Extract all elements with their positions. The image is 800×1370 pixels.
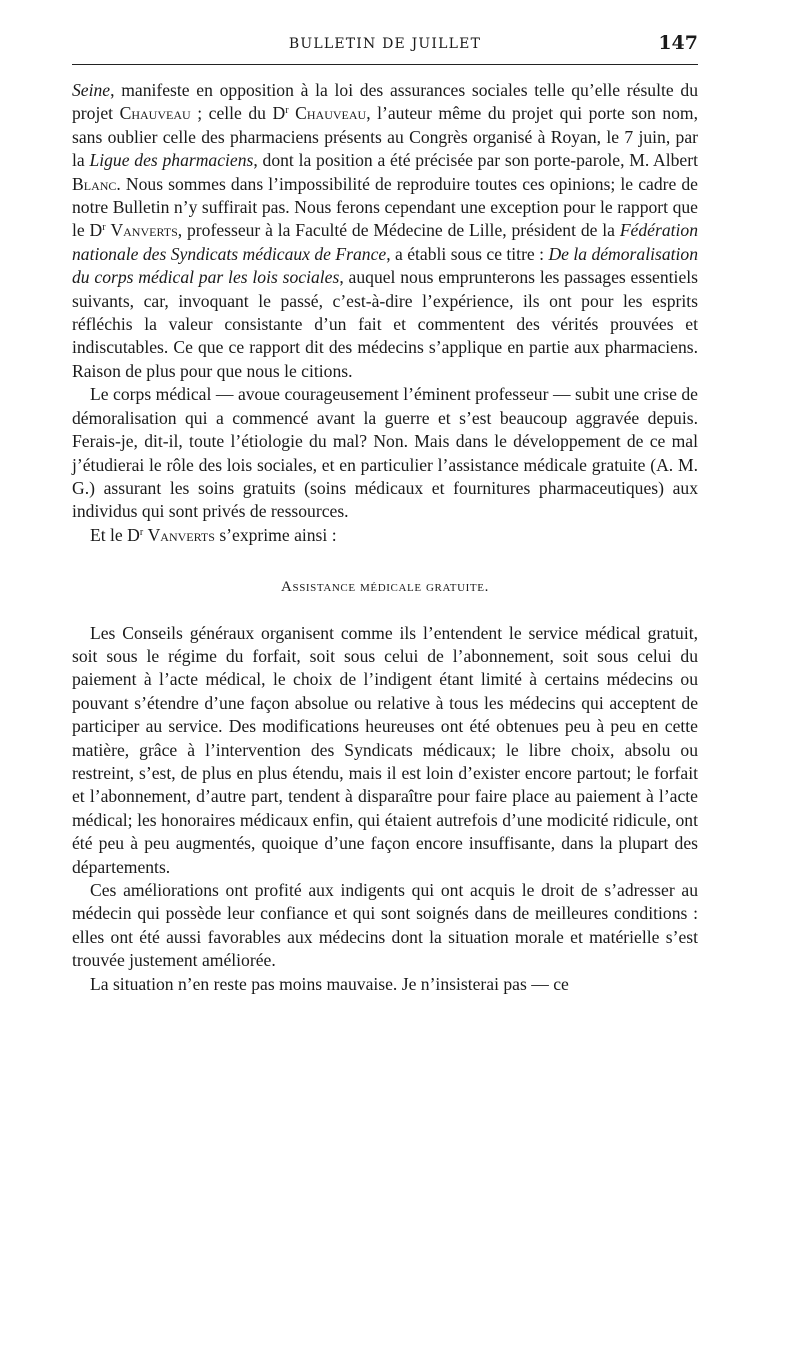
paragraph-5: Ces améliorations ont profité aux indigents qui ont acquis le droit de s’adresser au médecin qui possède leur confiance et qui sont soignés dans de meilleures conditions : elles ont été aussi favorables aux médecins dont la situation morale et matérielle s’est trouvée justement améliorée. [72, 880, 698, 971]
text-run: s’exprime ainsi : [214, 524, 337, 545]
running-title: BULLETIN DE JUILLET [288, 36, 482, 52]
text-run: ; celle du D [190, 103, 286, 124]
paragraph-3 [72, 524, 698, 547]
page-number: 147 [658, 32, 698, 54]
superscript: r [139, 526, 144, 538]
author-name: Chauveau [119, 103, 191, 124]
text-run: , professeur à la Faculté de Médecine de Lille, président de la [177, 220, 620, 241]
author-name: Vanverts [110, 220, 178, 241]
paragraph-4: Les Conseils généraux organisent comme ils l’entendent le service médical gratuit, soit sous le régime du forfait, soit sous celui de l’abonnement, soit sous celui du paiement à l’acte médical, le choix de l’indigent étant limité à certains médecins ou pouvant s’étendre d’une façon absolue ou relative à tous les médecins qui acceptent de participer au service. Des modifications heureuses ont été obtenues peu à peu en cette matière, grâce à l’intervention des Syndicats médicaux; le libre choix, absolu ou restreint, s’est, de plus en plus étendu, mais il est loin d’exister encore partout; le forfait et l’abonnement, d’autre part, tendent à disparaître pour faire place au paiement à l’acte médical; les honoraires médicaux enfin, qui étaient autrefois d’une modicité ridicule, ont été peu à peu augmentés, quoique d’une façon encore insuffisante, dans la plupart des départements. [72, 622, 698, 877]
text-run: , manifeste en opposition à la loi des assurances sociales telle qu’elle résulte du projet [72, 80, 698, 124]
emphasis-text: Seine [72, 80, 111, 100]
running-head [72, 30, 698, 64]
page [72, 30, 698, 996]
author-name: Vanverts [147, 524, 215, 545]
header-rule [72, 64, 698, 65]
paragraph-6: La situation n’en reste pas moins mauvaise. Je n’insisterai pas — ce [90, 973, 569, 994]
text-run: . Nous sommes dans l’impossibilité de reproduire toutes ces opinions; le cadre de notre Bulletin n’y suffirait pas. Nous ferons cependant une exception pour le rapport que le D [72, 173, 698, 241]
text-run: , l’auteur même du projet qui porte son nom, sans oublier celle des pharmaciens présents au Congrès organisé à Royan, le 7 juin, par la [72, 103, 699, 171]
emphasis-text: Ligue des pharmaciens [89, 150, 254, 171]
text-run: Et le D [90, 524, 140, 545]
superscript: r [285, 105, 289, 117]
paragraph-1 [72, 79, 698, 383]
text-run: , auquel nous emprunterons les passages essentiels suivants, car, invoquant le passé, c’est-à-dire l’expérience, ils ont pour les esprits réfléchis la valeur consistante d’un fait et commentent des vérités prouvées et indiscutables. Ce que ce rapport dit des médecins s’applique en partie aux pharmaciens. Raison de plus pour que nous le citions. [72, 267, 698, 381]
paragraph-2: Le corps médical — avoue courageusement l’éminent professeur — subit une crise de démoralisation qui a commencé avant la guerre et s’est beaucoup aggravée depuis. Ferais-je, dit-il, toute l’étiologie du mal? Non. Mais dans le développement de ce mal j’étudierai le rôle des lois sociales, et en particulier l’assistance médicale gratuite (A. M. G.) assurant les soins gratuits (soins médicaux et fournitures pharmaceutiques) aux individus qui sont privés de ressources. [72, 384, 698, 522]
emphasis-text: De la démoralisation du corps médical par les lois sociales [72, 243, 698, 288]
emphasis-text: Fédération nationale des Syndicats médicaux de France [72, 220, 698, 264]
text-run: , dont la position a été précisée par son porte-parole, M. Albert [253, 150, 698, 171]
article-body [72, 79, 698, 996]
section-heading: Assistance médicale gratuite. [281, 579, 489, 596]
author-name: Chauveau [295, 103, 367, 124]
author-name: Blanc [72, 173, 117, 194]
text-run: , a établi sous ce titre : [386, 243, 549, 264]
superscript: r [102, 222, 106, 234]
